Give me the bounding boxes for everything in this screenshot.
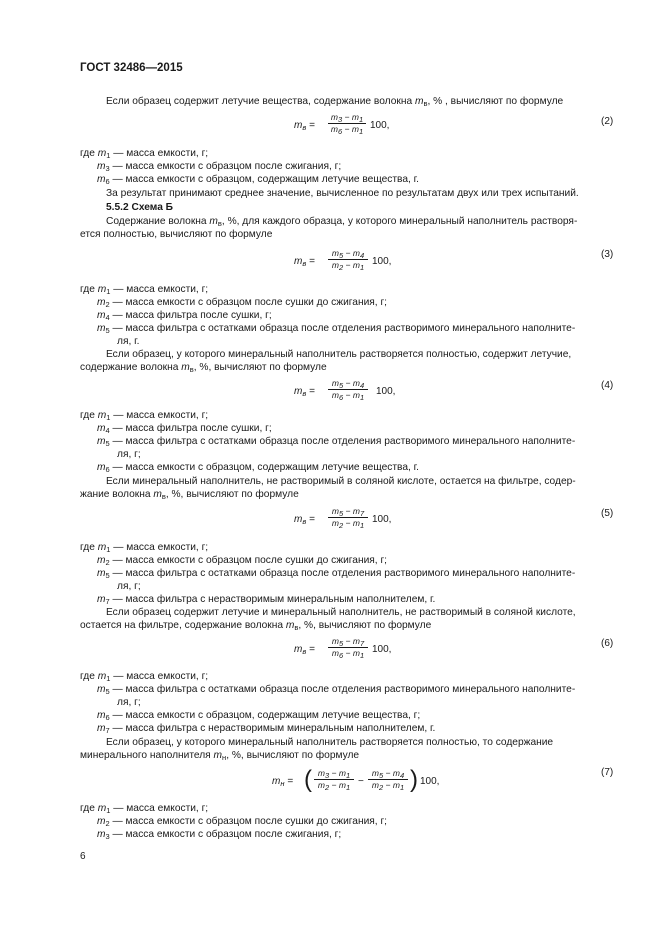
left-parenthesis: (: [304, 766, 312, 793]
where-line: $m_5$ — масса фильтра с остатками образца после отделения растворимого минерального наполните-: [97, 568, 576, 580]
fraction: [314, 768, 354, 791]
paragraph-text: Если образец содержит летучие и минеральный наполнитель, не растворимый в соляной кислоте,: [106, 607, 576, 618]
where-line: ля, г;: [117, 697, 141, 708]
minus-sign: −: [358, 776, 364, 787]
formula-3: [294, 246, 414, 276]
formula-5: [294, 504, 414, 534]
denominator: $m_2 - m_1$: [331, 260, 365, 272]
formula-6: [294, 634, 414, 664]
paragraph-text: Если образец, у которого минеральный наполнитель растворяется полностью, содержит летучие,: [106, 349, 572, 360]
where-line: где $m_1$ — масса емкости, г;: [80, 410, 209, 422]
where-line: $m_3$ — масса емкости с образцом после сжигания, г;: [97, 161, 342, 173]
formula-multiplier: 100,: [372, 256, 392, 267]
page-number: 6: [80, 851, 86, 862]
where-line: $m_3$ — масса емкости с образцом после сжигания, г;: [97, 829, 342, 841]
formula-multiplier: 100,: [372, 514, 392, 525]
where-line: $m_2$ — масса емкости с образцом после сушки до сжигания, г;: [97, 297, 388, 309]
formula-4: [294, 376, 418, 406]
formula-lhs: $m_в$ =: [294, 256, 315, 268]
where-line: $m_2$ — масса емкости с образцом после сушки до сжигания, г;: [97, 816, 388, 828]
formula-multiplier: 100,: [372, 644, 392, 655]
fraction: [328, 248, 368, 271]
formula-multiplier: 100,: [376, 386, 396, 397]
where-line: $m_5$ — масса фильтра с остатками образца после отделения растворимого минерального наполните-: [97, 684, 576, 696]
where-line: $m_6$ — масса емкости с образцом, содержащим летучие вещества, г.: [97, 174, 419, 186]
where-line: $m_6$ — масса емкости с образцом, содержащим летучие вещества, г;: [97, 710, 421, 722]
paragraph-text: За результат принимают среднее значение, вычисленное по результатам двух или трех испытаний.: [106, 188, 579, 199]
where-line: $m_6$ — масса емкости с образцом, содержащим летучие вещества, г.: [97, 462, 419, 474]
where-line: где $m_1$ — масса емкости, г;: [80, 671, 209, 683]
numerator: $m_5 - m_4$: [331, 248, 365, 260]
paragraph-text: Если минеральный наполнитель, не растворимый в соляной кислоте, остается на фильтре, содер-: [106, 476, 576, 487]
formula-multiplier: 100,: [420, 776, 440, 787]
equation-number: (5): [601, 508, 614, 519]
where-line: ля, г.: [117, 336, 140, 347]
equation-number: (6): [601, 638, 614, 649]
equation-number: (4): [601, 380, 614, 391]
fraction: [328, 506, 368, 529]
paragraph-text: минерального наполнителя $m_н$, %, вычисляют по формуле: [80, 750, 360, 762]
section-title: 5.5.2 Схема Б: [106, 202, 174, 213]
document-header: ГОСТ 32486—2015: [80, 62, 183, 74]
right-parenthesis: ): [410, 766, 418, 793]
where-line: $m_2$ — масса емкости с образцом после сушки до сжигания, г;: [97, 555, 388, 567]
formula-7: [272, 766, 452, 796]
fraction: [368, 768, 408, 791]
formula-2: [294, 110, 414, 140]
paragraph-text: Если образец, у которого минеральный наполнитель растворяется полностью, то содержание: [106, 737, 554, 748]
where-line: $m_4$ — масса фильтра после сушки, г;: [97, 310, 272, 322]
where-line: ля, г;: [117, 449, 141, 460]
where-line: $m_7$ — масса фильтра с нерастворимым минеральным наполнителем, г.: [97, 723, 436, 735]
denominator: $m_2 - m_1$: [371, 780, 405, 792]
formula-lhs: $m_в$ =: [294, 644, 315, 656]
numerator: $m_5 - m_4$: [331, 378, 365, 390]
paragraph-text: жание волокна $m_в$, %, вычисляют по формуле: [80, 489, 299, 501]
denominator: $m_6 - m_1$: [330, 124, 364, 136]
paragraph-text: остается на фильтре, содержание волокна $m_в$, %, вычисляют по формуле: [80, 620, 432, 632]
denominator: $m_2 - m_1$: [317, 780, 351, 792]
where-line: где $m_1$ — масса емкости, г;: [80, 148, 209, 160]
formula-multiplier: 100,: [370, 120, 390, 131]
equation-number: (2): [601, 116, 614, 127]
where-line: где $m_1$ — масса емкости, г;: [80, 803, 209, 815]
formula-lhs: $m_в$ =: [294, 386, 315, 398]
numerator: $m_5 - m_4$: [371, 768, 405, 780]
formula-lhs: $m_в$ =: [294, 514, 315, 526]
paragraph-text: Если образец содержит летучие вещества, содержание волокна $m_в$, % , вычисляют по формуле: [106, 96, 564, 108]
where-line: $m_5$ — масса фильтра с остатками образца после отделения растворимого минерального наполните-: [97, 323, 576, 335]
paragraph-text: ется полностью, вычисляют по формуле: [80, 229, 273, 240]
paragraph-text: Содержание волокна $m_в$, %, для каждого образца, у которого минеральный наполнитель растворя-: [106, 216, 578, 228]
where-line: где $m_1$ — масса емкости, г;: [80, 284, 209, 296]
numerator: $m_3 - m_1$: [317, 768, 351, 780]
denominator: $m_2 - m_1$: [331, 518, 365, 530]
numerator: $m_5 - m_7$: [331, 506, 365, 518]
fraction: [328, 636, 368, 659]
fraction: [328, 112, 366, 135]
numerator: $m_3 - m_1$: [330, 112, 364, 124]
where-line: $m_5$ — масса фильтра с остатками образца после отделения растворимого минерального наполните-: [97, 436, 576, 448]
where-line: где $m_1$ — масса емкости, г;: [80, 542, 209, 554]
formula-lhs: $m_н$ =: [272, 776, 294, 788]
numerator: $m_5 - m_7$: [331, 636, 365, 648]
equation-number: (3): [601, 249, 614, 260]
equation-number: (7): [601, 767, 614, 778]
paragraph-text: содержание волокна $m_в$, %, вычисляют по формуле: [80, 362, 327, 374]
where-line: ля, г;: [117, 581, 141, 592]
denominator: $m_6 - m_1$: [331, 648, 365, 660]
formula-lhs: $m_в$ =: [294, 120, 315, 132]
where-line: $m_7$ — масса фильтра с нерастворимым минеральным наполнителем, г.: [97, 594, 436, 606]
where-line: $m_4$ — масса фильтра после сушки, г;: [97, 423, 272, 435]
denominator: $m_6 - m_1$: [331, 390, 365, 402]
fraction: [328, 378, 368, 401]
